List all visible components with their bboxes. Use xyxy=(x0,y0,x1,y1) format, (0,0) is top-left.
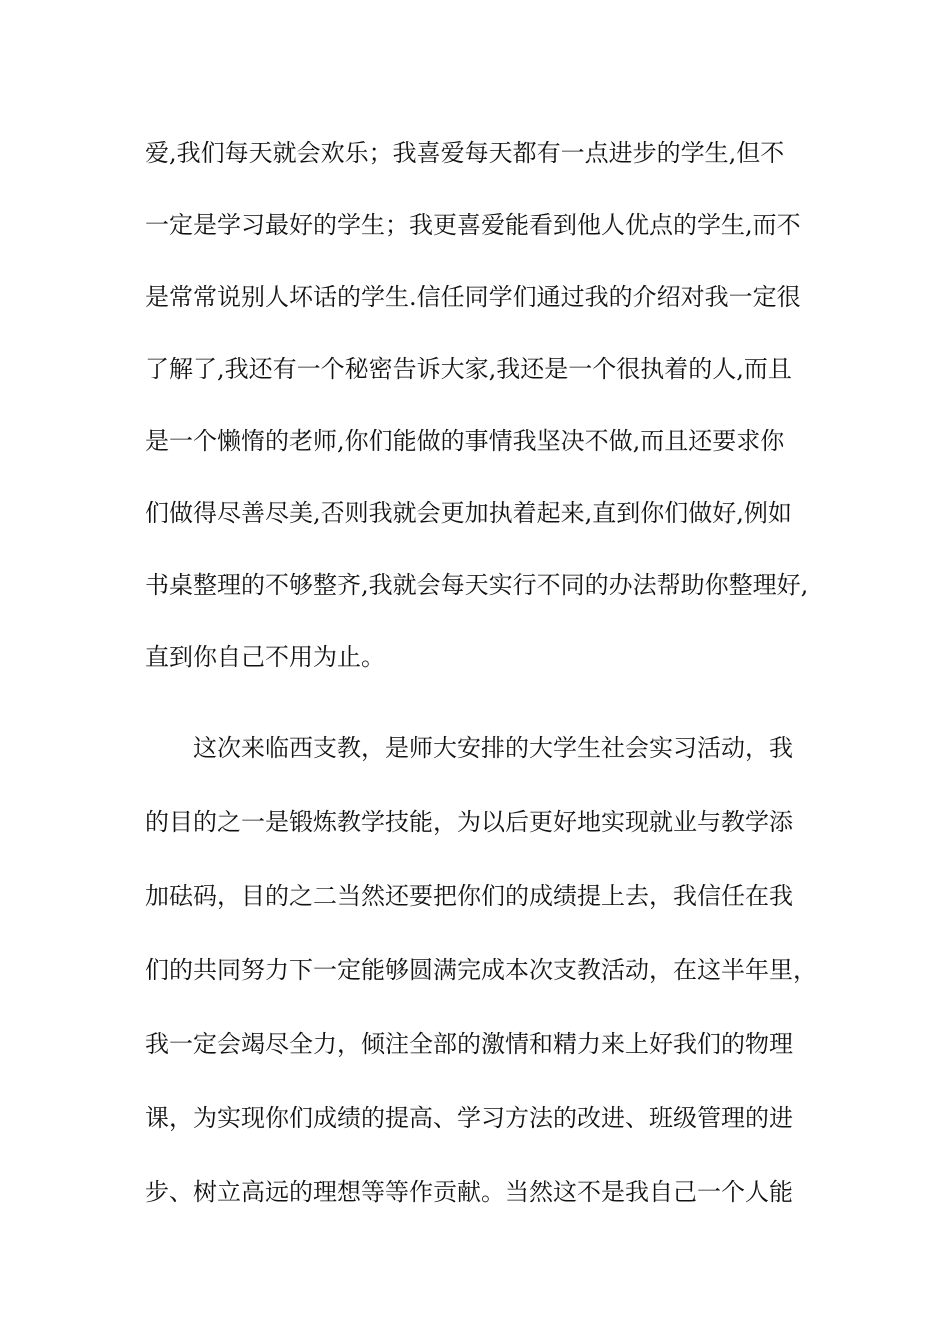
text-line: 直到你自己不用为止。 xyxy=(145,643,385,671)
text-line: 加砝码，目的之二当然还要把你们的成绩提上去，我信任在我 xyxy=(145,882,793,910)
text-line: 一定是学习最好的学生；我更喜爱能看到他人优点的学生,而不 xyxy=(145,211,801,239)
text-line: 书桌整理的不够整齐,我就会每天实行不同的办法帮助你整理好, xyxy=(145,571,809,599)
text-line: 们的共同努力下一定能够圆满完成本次支教活动，在这半年里， xyxy=(145,956,817,984)
text-line: 我一定会竭尽全力，倾注全部的激情和精力来上好我们的物理 xyxy=(145,1030,793,1058)
text-line: 是一个懒惰的老师,你们能做的事情我坚决不做,而且还要求你 xyxy=(145,427,785,455)
text-line: 这次来临西支教，是师大安排的大学生社会实习活动，我 xyxy=(193,734,793,762)
text-line: 们做得尽善尽美,否则我就会更加执着起来,直到你们做好,例如 xyxy=(145,499,792,527)
text-line: 步、树立高远的理想等等作贡献。当然这不是我自己一个人能 xyxy=(145,1178,793,1206)
text-line: 的目的之一是锻炼教学技能，为以后更好地实现就业与教学添 xyxy=(145,808,793,836)
text-line: 课，为实现你们成绩的提高、学习方法的改进、班级管理的进 xyxy=(145,1104,793,1132)
text-line: 是常常说别人坏话的学生.信任同学们通过我的介绍对我一定很 xyxy=(145,283,801,311)
text-line: 爱,我们每天就会欢乐；我喜爱每天都有一点进步的学生,但不 xyxy=(145,139,785,167)
text-line: 了解了,我还有一个秘密告诉大家,我还是一个很执着的人,而且 xyxy=(145,355,792,383)
